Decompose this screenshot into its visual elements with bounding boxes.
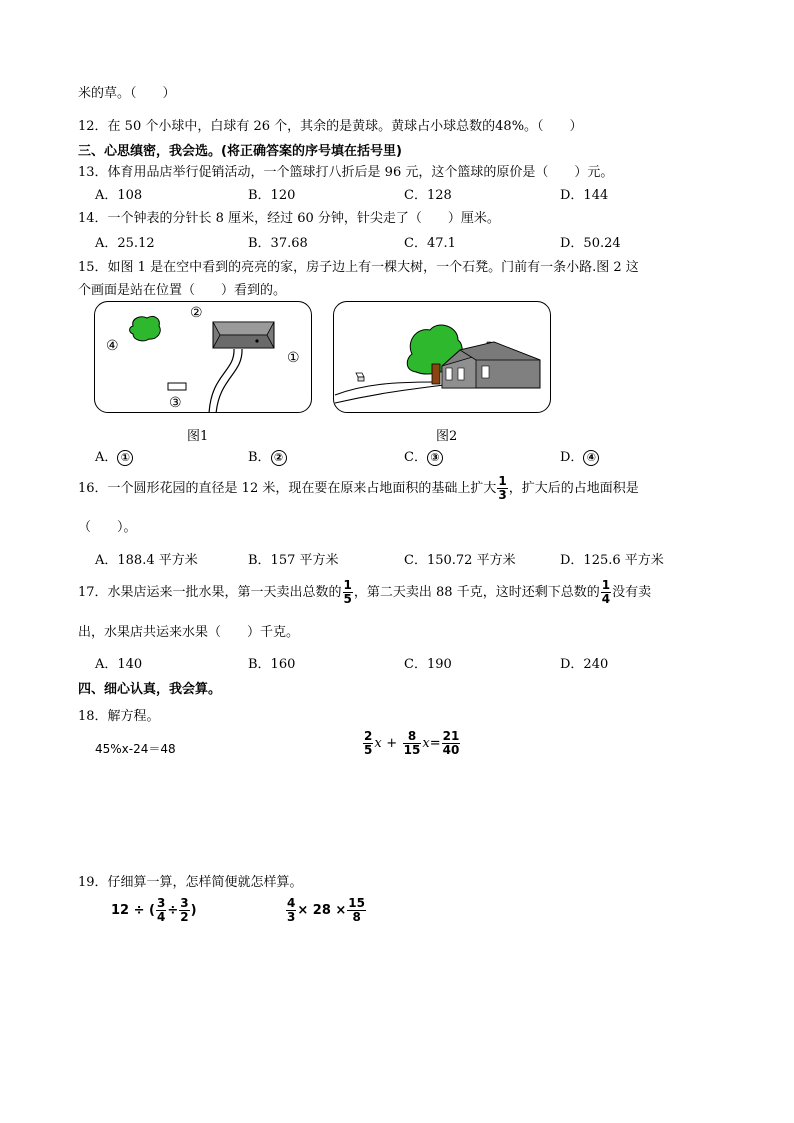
q17-stem-part3: 没有卖 xyxy=(612,585,652,600)
q14-option-d[interactable]: D．50.24 xyxy=(560,236,621,251)
q17-option-b[interactable]: B．160 xyxy=(248,657,296,672)
q13-stem: 13．体育用品店举行促销活动，一个篮球打八折后是 96 元，这个篮球的原价是（ ）元。 xyxy=(78,165,614,180)
q15-option-d-mark: ④ xyxy=(583,450,599,466)
expr2-frac-b-den: 8 xyxy=(352,910,361,924)
eq2-frac-a xyxy=(363,730,373,757)
expr1-frac-a-num: 3 xyxy=(156,896,166,910)
q18-equation2 xyxy=(362,730,461,757)
q13-option-d[interactable]: D．144 xyxy=(560,188,609,203)
q18-equation1: 45%x-24＝48 xyxy=(95,742,176,756)
q15-option-a-mark: ① xyxy=(117,450,133,466)
eq2-frac-c xyxy=(442,730,461,757)
q17-frac2-num: 1 xyxy=(601,578,611,592)
q14-option-c[interactable]: C．47.1 xyxy=(404,236,456,251)
figure2-drawing xyxy=(334,302,550,412)
q17-fraction1 xyxy=(343,579,353,606)
expr1-op: ÷ xyxy=(167,903,179,918)
q16-option-b[interactable]: B．157 平方米 xyxy=(248,553,339,568)
q17-frac1-den: 5 xyxy=(343,592,352,606)
stone-stool-side-view xyxy=(356,373,364,381)
q17-option-c[interactable]: C．190 xyxy=(404,657,452,672)
section3-title: 三、心思缜密，我会选。(将正确答案的序号填在括号里) xyxy=(78,144,402,159)
eq2-frac-b xyxy=(403,730,422,757)
figure1-aerial-view xyxy=(94,301,312,413)
eq2-var-x2: x xyxy=(422,736,430,751)
q17-frac2-den: 4 xyxy=(601,592,611,606)
eq2-equals: = xyxy=(429,736,441,751)
figure1-drawing xyxy=(95,302,311,412)
eq2-frac-b-den: 15 xyxy=(403,743,421,757)
q19-expression2 xyxy=(285,897,367,924)
q17-stem xyxy=(78,578,651,608)
eq2-plus: + xyxy=(386,736,398,751)
q16-stem-before: 16．一个圆形花园的直径是 12 米，现在要在原来占地面积的基础上扩大 xyxy=(78,481,497,496)
q11-tail: 米的草。（ ） xyxy=(78,86,176,101)
q15-option-b[interactable] xyxy=(248,446,287,466)
q16-stem-after: ，扩大后的占地面积是 xyxy=(508,481,639,496)
eq2-frac-c-den: 40 xyxy=(442,743,460,757)
expr2-frac-a-den: 3 xyxy=(287,910,296,924)
tree-top-view xyxy=(130,316,161,340)
q16-frac-num: 1 xyxy=(498,474,507,488)
path-edge-left xyxy=(209,349,234,412)
expr2-frac-b-num: 15 xyxy=(348,896,365,910)
expr1-frac-a xyxy=(156,897,166,924)
eq2-frac-a-num: 2 xyxy=(364,729,373,743)
house-roof-top-view xyxy=(213,322,274,348)
q14-stem: 14．一个钟表的分针长 8 厘米，经过 60 分钟，针尖走了（ ）厘米。 xyxy=(78,211,500,226)
q14-option-a[interactable]: A．25.12 xyxy=(95,236,155,251)
q16-fraction xyxy=(497,475,507,502)
figure2-ground-view xyxy=(333,301,551,413)
expr1-lead: 12 ÷ ( xyxy=(111,903,155,918)
q15-option-b-letter: B． xyxy=(248,450,271,465)
q15-option-c-mark: ③ xyxy=(427,450,443,466)
expr2-frac-a-num: 4 xyxy=(287,896,296,910)
expr1-close: ) xyxy=(190,903,197,918)
q19-expression1 xyxy=(111,897,197,924)
q15-option-c[interactable] xyxy=(404,446,443,466)
figure1-caption: 图1 xyxy=(187,429,209,444)
q15-option-c-letter: C． xyxy=(404,450,427,465)
expr2-frac-b xyxy=(347,897,366,924)
q15-option-a[interactable] xyxy=(95,446,133,466)
q12-text: 12．在 50 个小球中，白球有 26 个，其余的是黄球。黄球占小球总数的48%。（ ） xyxy=(78,119,583,134)
q17-frac1-num: 1 xyxy=(343,578,352,592)
q17-stem-line2: 出，水果店共运来水果（ ）千克。 xyxy=(78,625,300,640)
expr2-mid: × 28 × xyxy=(297,903,347,918)
q18-stem: 18．解方程。 xyxy=(78,709,160,724)
q16-frac-den: 3 xyxy=(498,488,507,502)
eq2-frac-b-num: 8 xyxy=(403,730,422,744)
q16-stem-line2: （ ）。 xyxy=(78,520,137,535)
expr1-frac-b-den: 2 xyxy=(180,910,189,924)
fig1-mark-1: ① xyxy=(287,350,300,366)
q17-stem-part1: 17．水果店运来一批水果，第一天卖出总数的 xyxy=(78,585,342,600)
path-edge-right xyxy=(216,349,242,412)
q16-option-a[interactable]: A．188.4 平方米 xyxy=(95,553,198,568)
q16-option-c[interactable]: C．150.72 平方米 xyxy=(404,553,516,568)
figure2-caption: 图2 xyxy=(436,429,458,444)
q13-option-c[interactable]: C．128 xyxy=(404,188,452,203)
q14-option-b[interactable]: B．37.68 xyxy=(248,236,308,251)
q15-stem-line2: 个画面是站在位置（ ）看到的。 xyxy=(78,283,287,298)
q19-stem: 19．仔细算一算，怎样简便就怎样算。 xyxy=(78,875,303,890)
q17-stem-part2: ，第二天卖出 88 千克，这时还剩下总数的 xyxy=(353,585,600,600)
q15-option-b-mark: ② xyxy=(271,450,287,466)
eq2-var-x1: x xyxy=(374,736,382,751)
expr1-frac-b-num: 3 xyxy=(180,896,189,910)
q13-option-b[interactable]: B．120 xyxy=(248,188,296,203)
q15-stem-line1: 15．如图 1 是在空中看到的亮亮的家，房子边上有一棵大树，一个石凳。门前有一条小路.图 2 这 xyxy=(78,260,639,275)
eq2-frac-c-num: 21 xyxy=(442,729,460,743)
q13-option-a[interactable]: A．108 xyxy=(95,188,143,203)
path-near-edge xyxy=(335,385,444,403)
fig1-mark-3: ③ xyxy=(169,395,182,411)
fig1-mark-4: ④ xyxy=(106,338,119,354)
section4-title: 四、细心认真，我会算。 xyxy=(78,682,222,697)
eq2-frac-a-den: 5 xyxy=(364,743,373,757)
fig1-mark-2: ② xyxy=(190,305,203,321)
q15-option-d[interactable] xyxy=(560,446,599,466)
q16-option-d[interactable]: D．125.6 平方米 xyxy=(560,553,664,568)
q15-option-d-letter: D． xyxy=(560,450,584,465)
q17-option-d[interactable]: D．240 xyxy=(560,657,609,672)
expr1-frac-b xyxy=(179,897,189,924)
q16-stem xyxy=(78,474,639,504)
stone-stool-top-view xyxy=(168,383,186,390)
expr2-frac-a xyxy=(286,897,296,924)
q17-option-a[interactable]: A．140 xyxy=(95,657,143,672)
q15-option-a-letter: A． xyxy=(95,450,118,465)
q17-fraction2 xyxy=(601,579,611,606)
expr1-frac-a-den: 4 xyxy=(156,910,166,924)
